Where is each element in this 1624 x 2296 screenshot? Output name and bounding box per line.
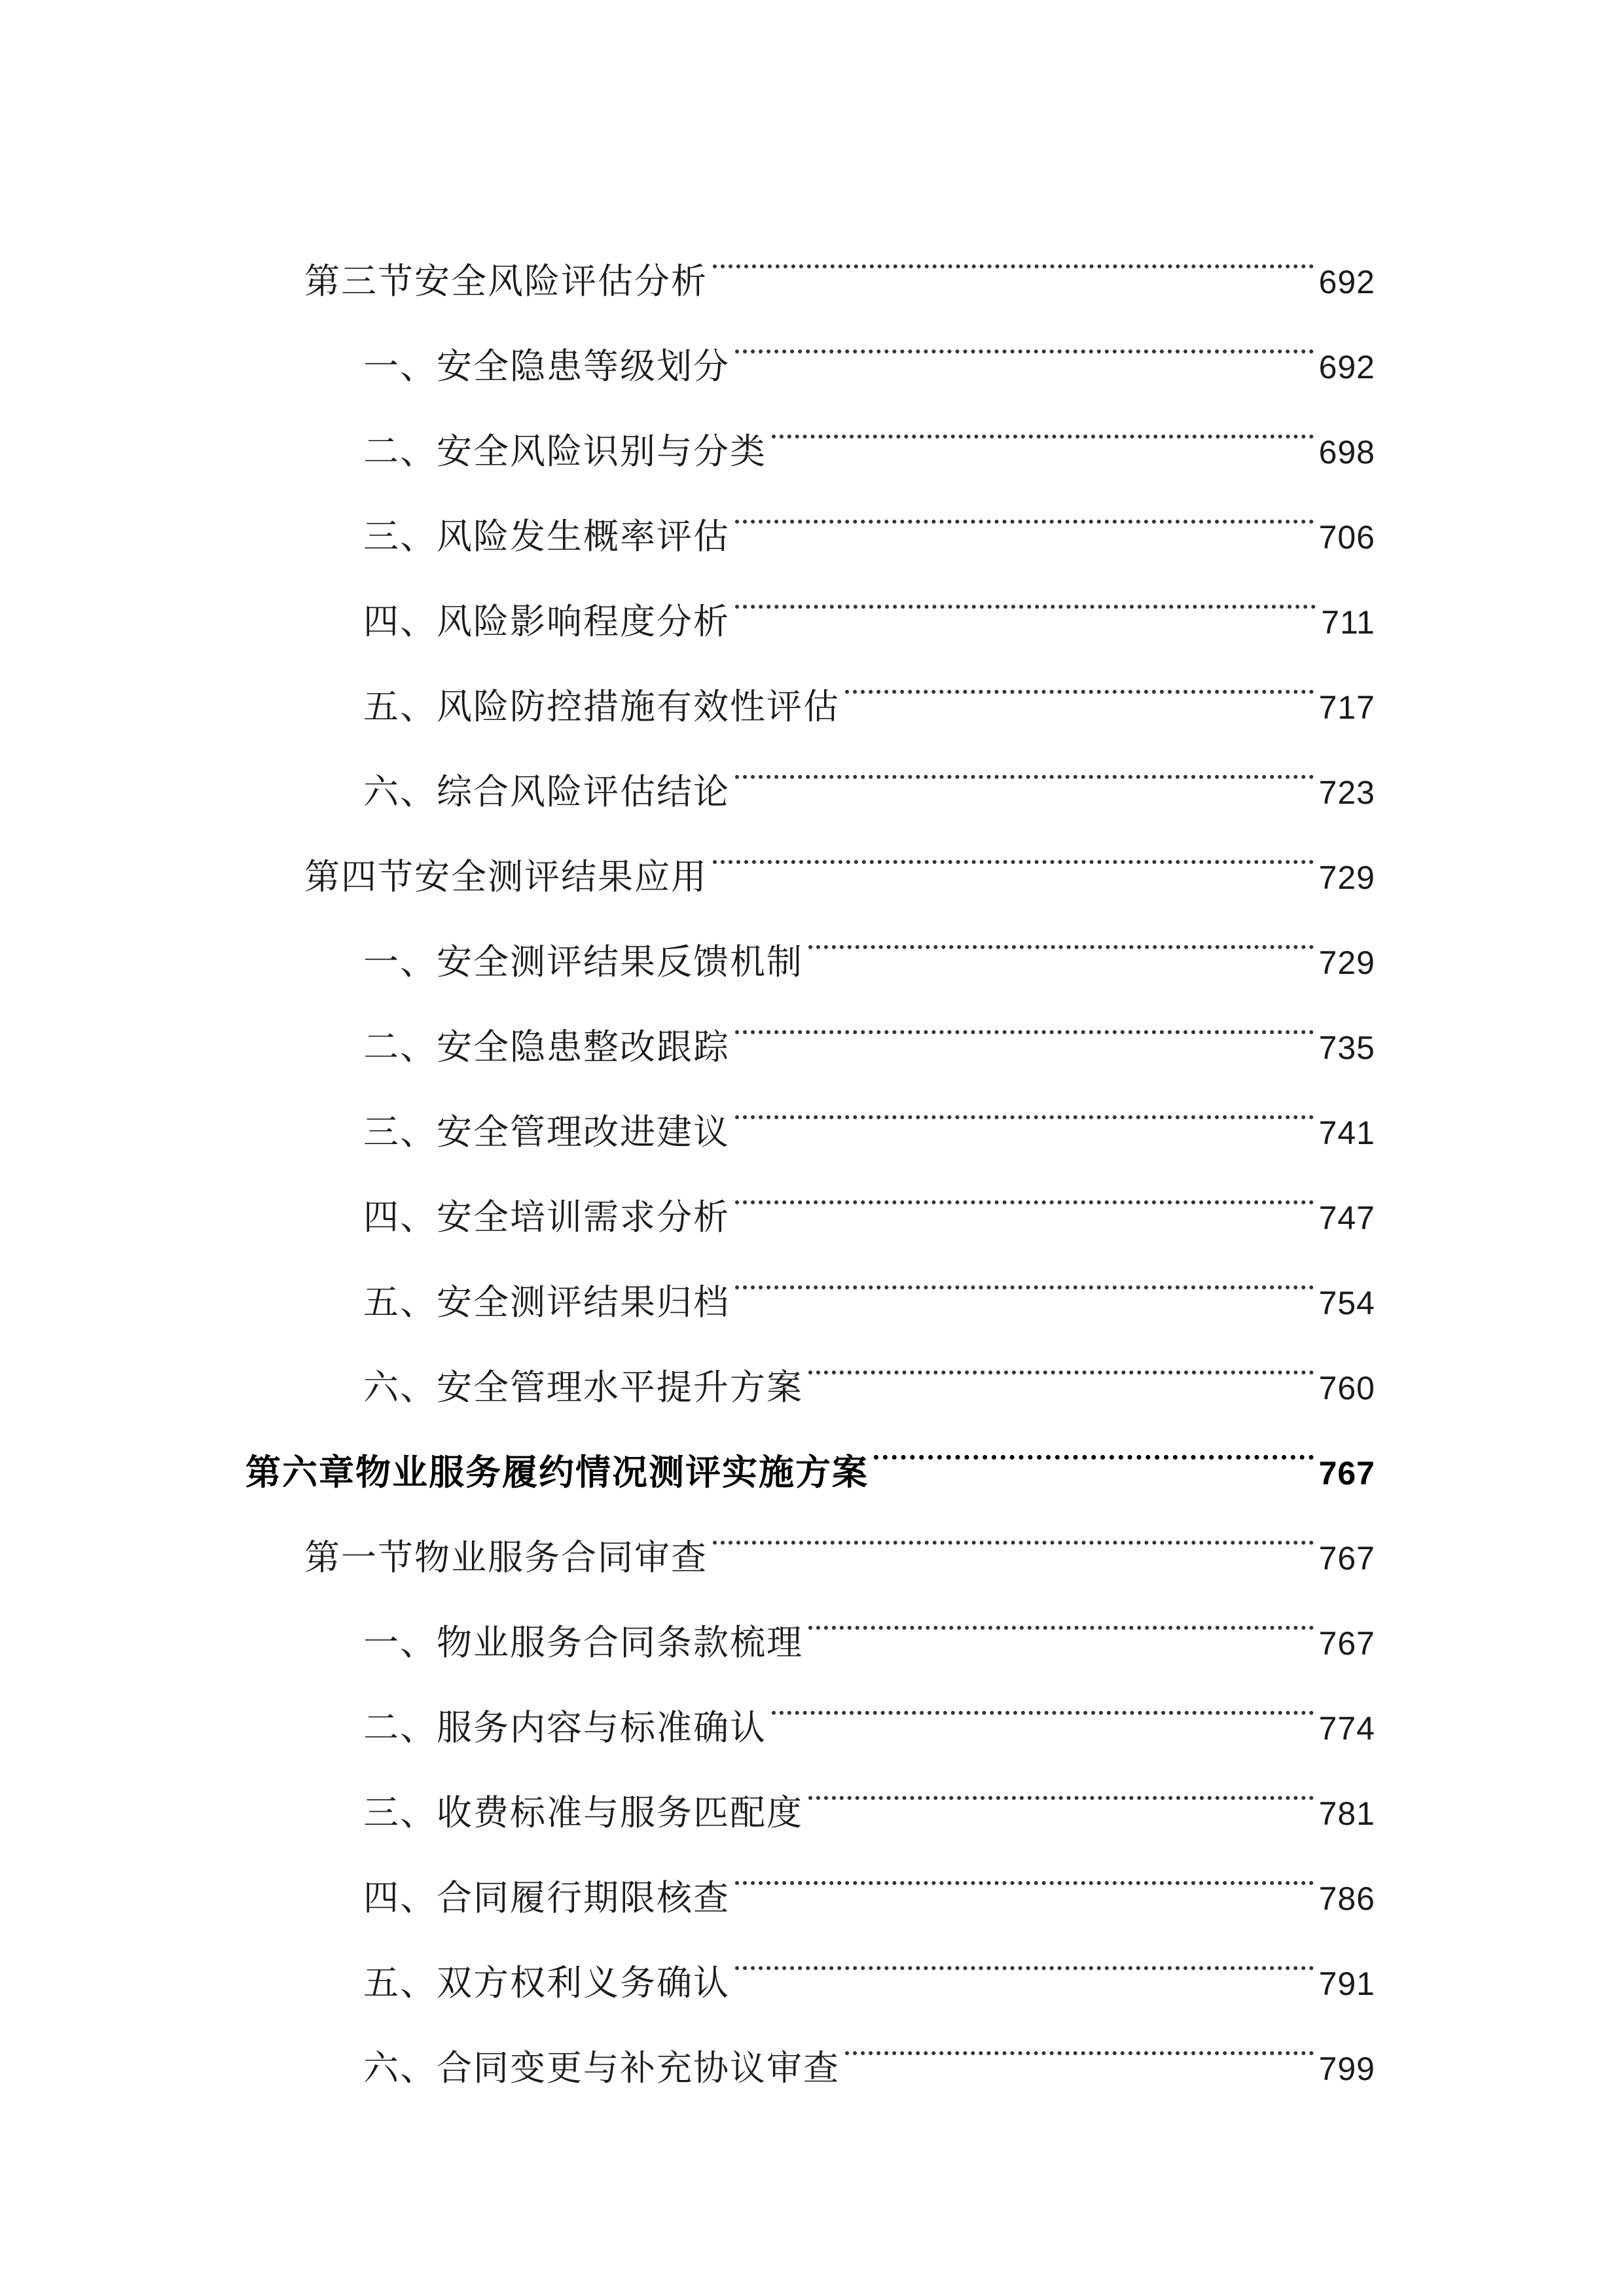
toc-page-number: 781 [1318, 1795, 1375, 1832]
toc-dot-leader [874, 1399, 1314, 1484]
toc-page-number: 747 [1318, 1200, 1375, 1236]
toc-dot-leader [735, 1059, 1314, 1144]
toc-entry-section[interactable] [304, 804, 1375, 897]
toc-entry-subsection[interactable] [363, 889, 1375, 982]
toc-dot-leader [735, 548, 1316, 634]
toc-dot-leader [735, 463, 1314, 548]
toc-dot-leader [735, 974, 1314, 1059]
toc-page-number: 692 [1318, 349, 1375, 386]
toc-page-number: 760 [1318, 1370, 1375, 1407]
toc-dot-leader [735, 1144, 1314, 1229]
toc-page-number: 767 [1318, 1625, 1375, 1662]
toc-entry-section[interactable] [304, 1484, 1375, 1578]
toc-entry-title: 三、收费标准与服务匹配度 [363, 1792, 803, 1833]
toc-entry-subsection[interactable] [363, 548, 1375, 642]
toc-entry-subsection[interactable] [363, 634, 1375, 727]
toc-entry-title: 五、安全测评结果归档 [363, 1282, 730, 1323]
toc-entry-subsection[interactable] [363, 1229, 1375, 1323]
toc-page-number: 767 [1318, 1540, 1375, 1577]
toc-entry-title: 第四节安全测评结果应用 [304, 856, 708, 897]
toc-page-number: 774 [1318, 1710, 1375, 1747]
toc-entry-subsection[interactable] [363, 463, 1375, 557]
toc-entry-title: 一、安全隐患等级划分 [363, 346, 730, 387]
toc-entry-title: 第六章物业服务履约情况测评实施方案 [245, 1452, 869, 1493]
toc-entry-title: 一、安全测评结果反馈机制 [363, 941, 803, 982]
toc-entry-subsection[interactable] [363, 1059, 1375, 1153]
toc-entry-subsection[interactable] [363, 1740, 1375, 1833]
toc-dot-leader [735, 719, 1314, 804]
toc-dot-leader [735, 1229, 1314, 1314]
toc-page-number: 799 [1318, 2051, 1375, 2087]
toc-page-number: 717 [1318, 689, 1375, 726]
toc-entry-subsection[interactable] [363, 1910, 1375, 2003]
toc-entry-title: 一、物业服务合同条款梳理 [363, 1622, 803, 1663]
toc-page-number: 711 [1321, 604, 1375, 641]
toc-dot-leader [772, 378, 1314, 463]
toc-entry-title: 第一节物业服务合同审查 [304, 1537, 708, 1578]
toc-page-number: 735 [1318, 1030, 1375, 1066]
toc-entry-title: 二、服务内容与标准确认 [363, 1707, 767, 1748]
toc-page-number: 692 [1318, 264, 1375, 300]
toc-entry-subsection[interactable] [363, 719, 1375, 812]
toc-entry-title: 六、合同变更与补充协议审查 [363, 2047, 840, 2089]
toc-dot-leader [735, 293, 1314, 378]
toc-entry-title: 二、安全隐患整改跟踪 [363, 1026, 730, 1067]
toc-dot-leader [713, 1484, 1314, 1570]
toc-page-number: 791 [1318, 1965, 1375, 2002]
toc-entry-title: 五、双方权利义务确认 [363, 1962, 730, 2003]
toc-page-number: 767 [1318, 1455, 1375, 1492]
toc-page-number: 698 [1318, 434, 1375, 471]
toc-dot-leader [808, 1570, 1314, 1655]
toc-page-number: 723 [1318, 774, 1375, 811]
toc-entry-title: 六、安全管理水平提升方案 [363, 1367, 803, 1408]
toc-entry-title: 六、综合风险评估结论 [363, 771, 730, 812]
toc-entry-title: 四、合同履行期限核查 [363, 1877, 730, 1918]
toc-dot-leader [772, 1655, 1314, 1740]
toc-entry-chapter[interactable] [245, 1399, 1375, 1493]
toc-dot-leader [735, 1910, 1314, 1995]
toc-dot-leader [808, 1740, 1314, 1825]
toc-entry-title: 三、风险发生概率评估 [363, 516, 730, 557]
toc-entry-subsection[interactable] [363, 378, 1375, 472]
toc-page-number: 729 [1318, 859, 1375, 896]
toc-dot-leader [845, 1995, 1314, 2080]
toc-entry-subsection[interactable] [363, 1570, 1375, 1663]
toc-dot-leader [845, 634, 1314, 719]
toc-dot-leader [808, 889, 1314, 974]
toc-dot-leader [808, 1314, 1314, 1399]
toc-entry-title: 二、安全风险识别与分类 [363, 431, 767, 472]
toc-page-number: 741 [1318, 1115, 1375, 1151]
toc-dot-leader [713, 804, 1314, 889]
toc-page-number: 786 [1318, 1880, 1375, 1917]
toc-entry-title: 四、安全培训需求分析 [363, 1196, 730, 1238]
toc-entry-title: 第三节安全风险评估分析 [304, 260, 708, 302]
toc-page-number: 729 [1318, 944, 1375, 981]
toc-page-number: 706 [1318, 519, 1375, 556]
toc-page-number: 754 [1318, 1285, 1375, 1321]
toc-dot-leader [735, 1825, 1314, 1910]
toc-entry-title: 四、风险影响程度分析 [363, 601, 730, 642]
toc-entry-subsection[interactable] [363, 1314, 1375, 1408]
toc-entry-subsection[interactable] [363, 293, 1375, 387]
toc-dot-leader [713, 208, 1314, 293]
toc-entry-subsection[interactable] [363, 1995, 1375, 2089]
toc-entry-title: 五、风险防控措施有效性评估 [363, 686, 840, 727]
toc-entry-section[interactable] [304, 208, 1375, 302]
toc-entry-subsection[interactable] [363, 1144, 1375, 1238]
toc-entry-title: 三、安全管理改进建议 [363, 1111, 730, 1153]
toc-entry-subsection[interactable] [363, 1655, 1375, 1748]
toc-entry-subsection[interactable] [363, 1825, 1375, 1918]
toc-entry-subsection[interactable] [363, 974, 1375, 1067]
